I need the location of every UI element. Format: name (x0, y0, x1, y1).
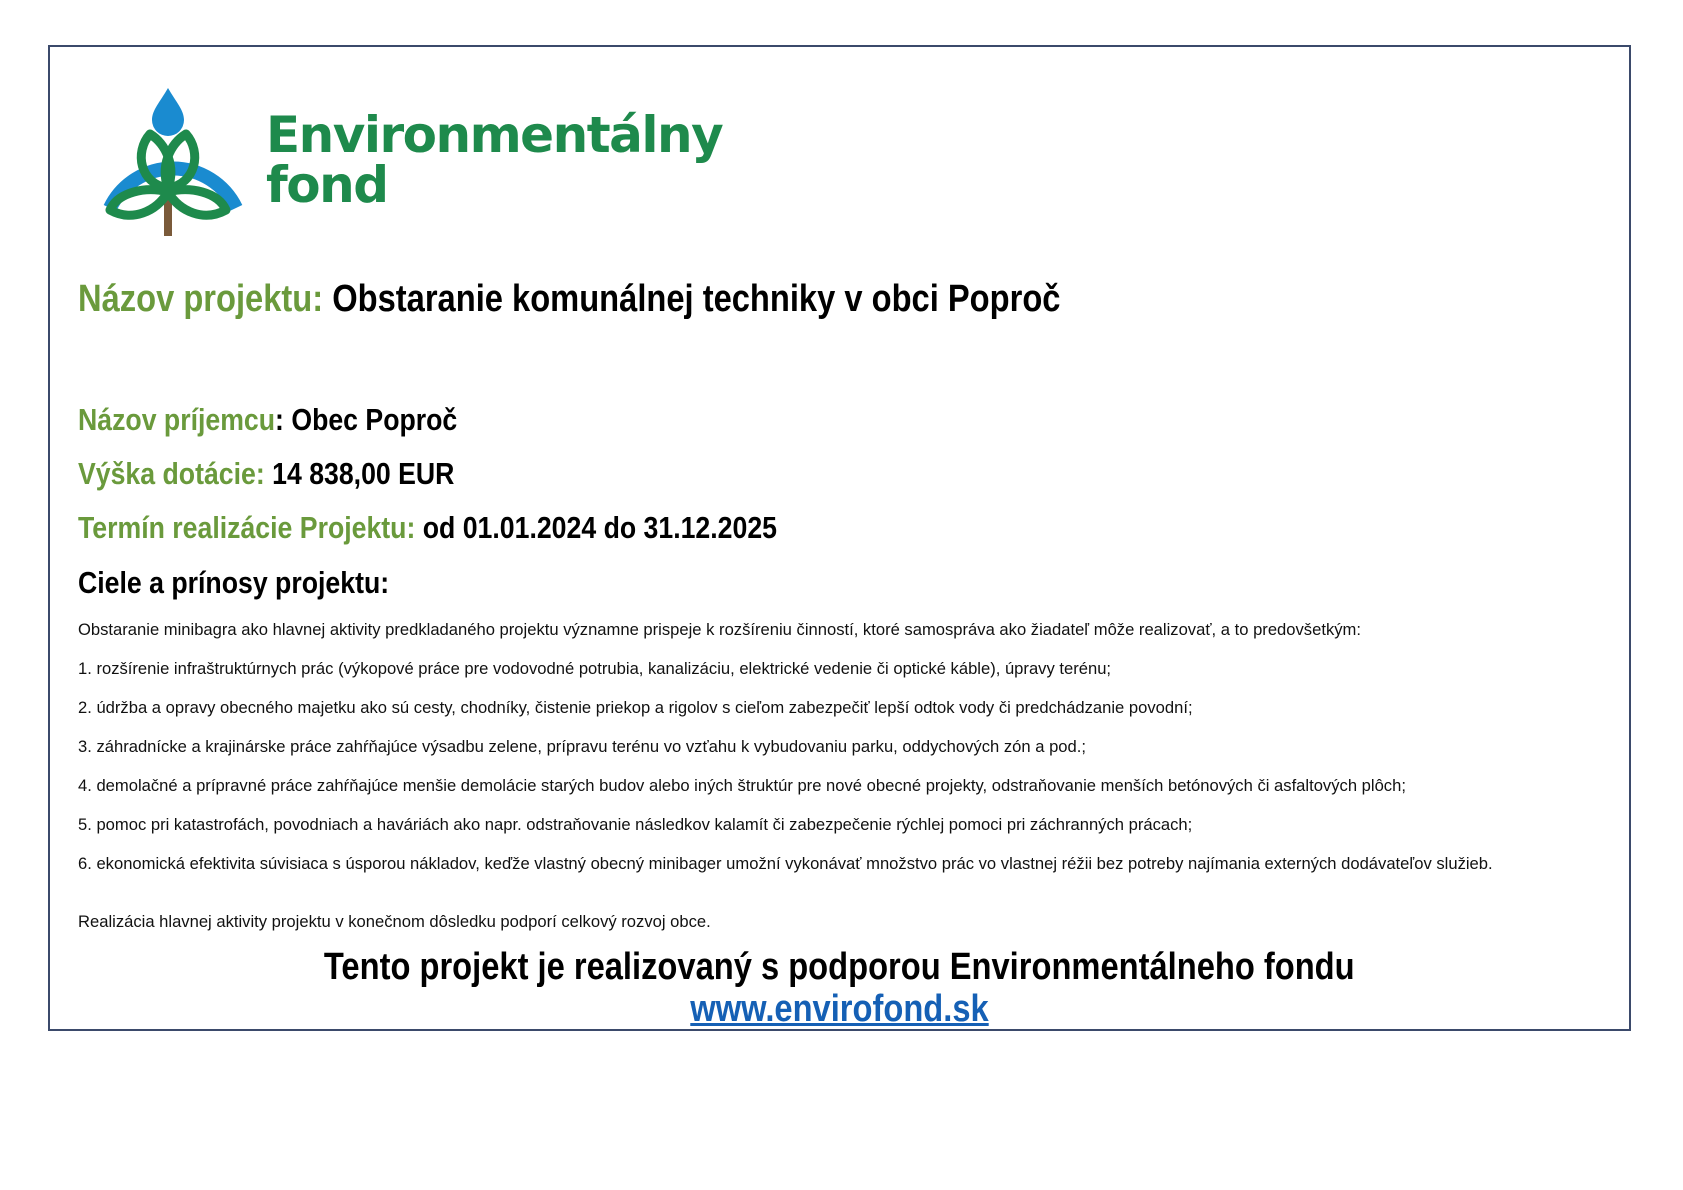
goals-heading: Ciele a prínosy projektu: (78, 565, 390, 600)
logo-wordmark (266, 106, 723, 214)
grant-line (78, 456, 454, 492)
project-title-value: Obstaranie komunálnej techniky v obci Poproč (332, 278, 1061, 320)
logo-line-1: Environmentálny (266, 106, 723, 164)
environmental-fund-logo-icon (88, 88, 258, 238)
recipient-line (78, 402, 457, 438)
logo-line-2: fond (266, 156, 388, 214)
term-line (78, 510, 777, 546)
recipient-value: : Obec Poproč (275, 402, 458, 437)
logo (88, 88, 723, 238)
goal-item: 5. pomoc pri katastrofách, povodniach a haváriách ako napr. odstraňovanie následkov kalamít či zabezpečenie rýchlej pomoci pri záchranných prácach; (78, 815, 1193, 834)
goal-item: 6. ekonomická efektivita súvisiaca s úsporou nákladov, keďže vlastný obecný minibager umožní vykonávať množstvo prác vo vlastnej réžii bez potreby najímania externých dodávateľov služieb. (78, 854, 1493, 873)
support-statement (48, 946, 1631, 989)
goal-item: 4. demolačné a prípravné práce zahŕňajúce menšie demolácie starých budov alebo iných štruktúr pre nové obecné projekty, odstraňovanie menších betónových či asfaltových plôch; (78, 776, 1406, 795)
project-title-label: Názov projektu: (78, 278, 324, 320)
goal-item: 2. údržba a opravy obecného majetku ako sú cesty, chodníky, čistenie priekop a rigolov s cieľom zabezpečiť lepší odtok vody či predchádzanie povodní; (78, 698, 1193, 717)
grant-label: Výška dotácie: (78, 456, 265, 491)
support-statement-text: Tento projekt je realizovaný s podporou Environmentálneho fondu (324, 946, 1355, 988)
goals-conclusion: Realizácia hlavnej aktivity projektu v konečnom dôsledku podporí celkový rozvoj obce. (78, 912, 711, 931)
goal-item: 3. záhradnícke a krajinárske práce zahŕňajúce výsadbu zelene, prípravu terénu vo vzťahu k vybudovaniu parku, oddychových zón a pod.; (78, 737, 1086, 756)
project-title (78, 278, 1060, 321)
term-label: Termín realizácie Projektu: (78, 510, 416, 545)
goals-intro: Obstaranie minibagra ako hlavnej aktivity predkladaného projektu významne prispeje k rozšíreniu činností, ktoré samospráva ako žiadateľ môže realizovať, a to predovšetkým: (78, 620, 1361, 639)
recipient-label: Názov príjemcu (78, 402, 276, 437)
website-link-wrapper (48, 988, 1631, 1031)
grant-value: 14 838,00 EUR (272, 456, 455, 491)
goal-item: 1. rozšírenie infraštruktúrnych prác (výkopové práce pre vodovodné potrubia, kanalizáciu, elektrické vedenie či optické káble), úpravy terénu; (78, 659, 1112, 678)
term-value: od 01.01.2024 do 31.12.2025 (422, 510, 777, 545)
website-link[interactable]: www.envirofond.sk (690, 988, 989, 1030)
